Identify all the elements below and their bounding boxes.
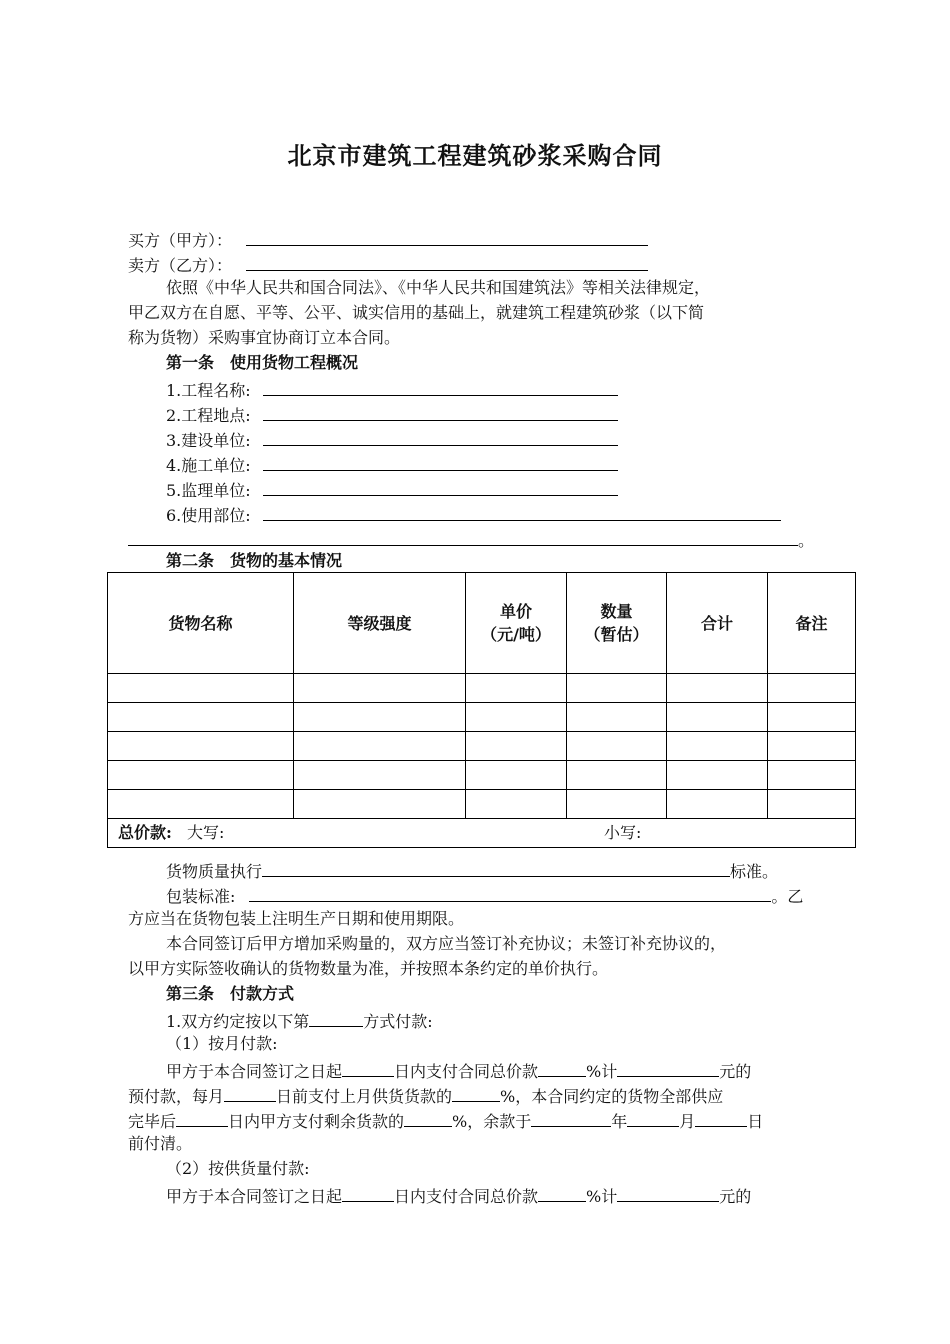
table-row <box>108 761 856 790</box>
project-name-field[interactable] <box>263 377 618 396</box>
monthly-text: 日内甲方支付剩余货款的 <box>228 1112 405 1131</box>
table-cell[interactable] <box>667 761 768 790</box>
usage-part-line <box>166 502 781 524</box>
project-name-line <box>166 377 618 399</box>
total-label: 总价款: <box>118 823 172 842</box>
buyer-label: 买方（甲方）： <box>128 231 233 250</box>
volume-days-field[interactable] <box>342 1183 394 1202</box>
table-cell[interactable] <box>567 674 667 703</box>
table-cell[interactable] <box>667 703 768 732</box>
packing-line <box>166 883 803 905</box>
monthly-day-field[interactable] <box>224 1083 276 1102</box>
total-row <box>108 819 856 848</box>
goods-table <box>107 572 856 848</box>
buyer-field[interactable] <box>246 227 648 246</box>
packing-standard-field[interactable] <box>249 883 771 902</box>
preamble-line-3: 称为货物）采购事宜协商订立本合同。 <box>128 328 401 347</box>
monthly-percent-field[interactable] <box>538 1058 586 1077</box>
month-field[interactable] <box>627 1108 679 1127</box>
table-cell[interactable] <box>567 703 667 732</box>
table-cell[interactable] <box>108 761 294 790</box>
monthly-text: 月 <box>679 1112 696 1131</box>
day-field[interactable] <box>695 1108 747 1127</box>
monthly-percent-field-2[interactable] <box>452 1083 500 1102</box>
buyer-line <box>128 227 648 249</box>
payment-method-line <box>166 1008 433 1030</box>
table-cell[interactable] <box>667 732 768 761</box>
contractor-line <box>166 452 618 474</box>
table-cell[interactable] <box>768 674 856 703</box>
volume-text: 元的 <box>719 1187 752 1206</box>
monthly-text: 年 <box>611 1112 628 1131</box>
monthly-text: 完毕后 <box>128 1112 177 1131</box>
table-cell[interactable] <box>768 761 856 790</box>
year-field[interactable] <box>531 1108 611 1127</box>
contractor-field[interactable] <box>263 452 618 471</box>
monthly-amount-field[interactable] <box>617 1058 719 1077</box>
table-cell[interactable] <box>768 732 856 761</box>
payment-method-text-b: 方式付款: <box>363 1012 433 1031</box>
increase-line-1: 本合同签订后甲方增加采购量的，双方应当签订补充协议；未签订补充协议的， <box>166 934 727 953</box>
monthly-text: 元的 <box>719 1062 752 1081</box>
quality-standard-field[interactable] <box>262 858 730 877</box>
monthly-days-field[interactable] <box>342 1058 394 1077</box>
volume-text: %计 <box>586 1187 618 1206</box>
monthly-payment-label: （1）按月付款: <box>166 1034 278 1053</box>
packing-end: 。乙 <box>771 887 804 906</box>
table-row <box>108 703 856 732</box>
header-grade-strength: 等级强度 <box>294 573 466 674</box>
volume-percent-field[interactable] <box>538 1183 586 1202</box>
table-cell[interactable] <box>667 790 768 819</box>
supervisor-line <box>166 477 618 499</box>
packing-line-2: 方应当在货物包装上注明生产日期和使用期限。 <box>128 909 465 928</box>
monthly-line-4: 前付清。 <box>128 1134 193 1153</box>
supervisor-field[interactable] <box>263 477 618 496</box>
seller-line <box>128 252 648 274</box>
volume-line-1 <box>166 1183 751 1205</box>
table-cell[interactable] <box>466 703 567 732</box>
usage-part-line-2 <box>128 527 814 549</box>
table-cell[interactable] <box>567 732 667 761</box>
table-row <box>108 790 856 819</box>
monthly-text: %，余款于 <box>452 1112 532 1131</box>
table-cell[interactable] <box>667 674 768 703</box>
usage-part-field[interactable] <box>263 502 781 521</box>
usage-part-field-2[interactable] <box>128 527 798 546</box>
project-location-field[interactable] <box>263 402 618 421</box>
table-cell[interactable] <box>466 761 567 790</box>
supervisor-label: 5.监理单位: <box>166 481 251 500</box>
table-cell[interactable] <box>466 790 567 819</box>
payment-method-field[interactable] <box>309 1008 363 1027</box>
project-location-line <box>166 402 618 424</box>
seller-field[interactable] <box>246 252 648 271</box>
volume-text: 甲方于本合同签订之日起 <box>166 1187 343 1206</box>
packing-label: 包装标准: <box>166 887 236 906</box>
monthly-text: 日内支付合同总价款 <box>394 1062 539 1081</box>
table-cell[interactable] <box>466 674 567 703</box>
goods-table-header <box>108 573 856 674</box>
header-goods-name: 货物名称 <box>108 573 294 674</box>
volume-payment-label: （2）按供货量付款: <box>166 1159 310 1178</box>
article1-heading: 第一条 使用货物工程概况 <box>166 353 359 372</box>
table-cell[interactable] <box>768 703 856 732</box>
table-cell[interactable] <box>294 790 466 819</box>
table-cell[interactable] <box>294 674 466 703</box>
monthly-days-field-2[interactable] <box>176 1108 228 1127</box>
monthly-line-2 <box>128 1083 723 1105</box>
table-cell[interactable] <box>294 703 466 732</box>
preamble-line-1: 依照《中华人民共和国合同法》、《中华人民共和国建筑法》等相关法律规定， <box>166 278 711 297</box>
quality-suffix: 标准。 <box>730 862 779 881</box>
monthly-line-3 <box>128 1108 763 1130</box>
table-row <box>108 674 856 703</box>
monthly-line-1 <box>166 1058 751 1080</box>
table-cell[interactable] <box>768 790 856 819</box>
monthly-text: 日前支付上月供货货款的 <box>276 1087 453 1106</box>
quality-line <box>166 858 778 880</box>
table-row <box>108 732 856 761</box>
table-cell[interactable] <box>108 703 294 732</box>
table-cell[interactable] <box>108 790 294 819</box>
construction-unit-field[interactable] <box>263 427 618 446</box>
header-quantity: 数量 （暂估） <box>567 573 667 674</box>
total-cell[interactable] <box>108 819 856 848</box>
construction-unit-label: 3.建设单位: <box>166 431 251 450</box>
table-cell[interactable] <box>567 761 667 790</box>
table-cell[interactable] <box>567 790 667 819</box>
usage-part-label: 6.使用部位: <box>166 506 251 525</box>
quality-prefix: 货物质量执行 <box>166 862 263 881</box>
article3-heading: 第三条 付款方式 <box>166 984 295 1003</box>
article2-heading: 第二条 货物的基本情况 <box>166 551 343 570</box>
table-cell[interactable] <box>466 732 567 761</box>
monthly-text: %计 <box>586 1062 618 1081</box>
contractor-label: 4.施工单位: <box>166 456 251 475</box>
header-unit-price: 单价 （元/吨） <box>466 573 567 674</box>
payment-method-text-a: 1.双方约定按以下第 <box>166 1012 310 1031</box>
project-location-label: 2.工程地点: <box>166 406 251 425</box>
header-subtotal: 合计 <box>667 573 768 674</box>
table-cell[interactable] <box>108 732 294 761</box>
total-upper-label: 大写: <box>187 823 225 842</box>
volume-text: 日内支付合同总价款 <box>394 1187 539 1206</box>
project-name-label: 1.工程名称: <box>166 381 251 400</box>
increase-line-2: 以甲方实际签收确认的货物数量为准，并按照本条约定的单价执行。 <box>128 959 609 978</box>
table-cell[interactable] <box>294 761 466 790</box>
monthly-text: 日 <box>747 1112 764 1131</box>
seller-label: 卖方（乙方）： <box>128 256 233 275</box>
monthly-text: %，本合同约定的货物全部供应 <box>500 1087 724 1106</box>
preamble-line-2: 甲乙双方在自愿、平等、公平、诚实信用的基础上，就建筑工程建筑砂浆（以下简 <box>128 303 705 322</box>
monthly-text: 预付款，每月 <box>128 1087 225 1106</box>
table-cell[interactable] <box>108 674 294 703</box>
usage-part-end: 。 <box>798 531 815 550</box>
total-lower-label: 小写: <box>604 823 642 842</box>
construction-unit-line <box>166 427 618 449</box>
monthly-percent-field-3[interactable] <box>404 1108 452 1127</box>
header-remarks: 备注 <box>768 573 856 674</box>
table-cell[interactable] <box>294 732 466 761</box>
contract-title: 北京市建筑工程建筑砂浆采购合同 <box>287 141 663 170</box>
volume-amount-field[interactable] <box>617 1183 719 1202</box>
monthly-text: 甲方于本合同签订之日起 <box>166 1062 343 1081</box>
